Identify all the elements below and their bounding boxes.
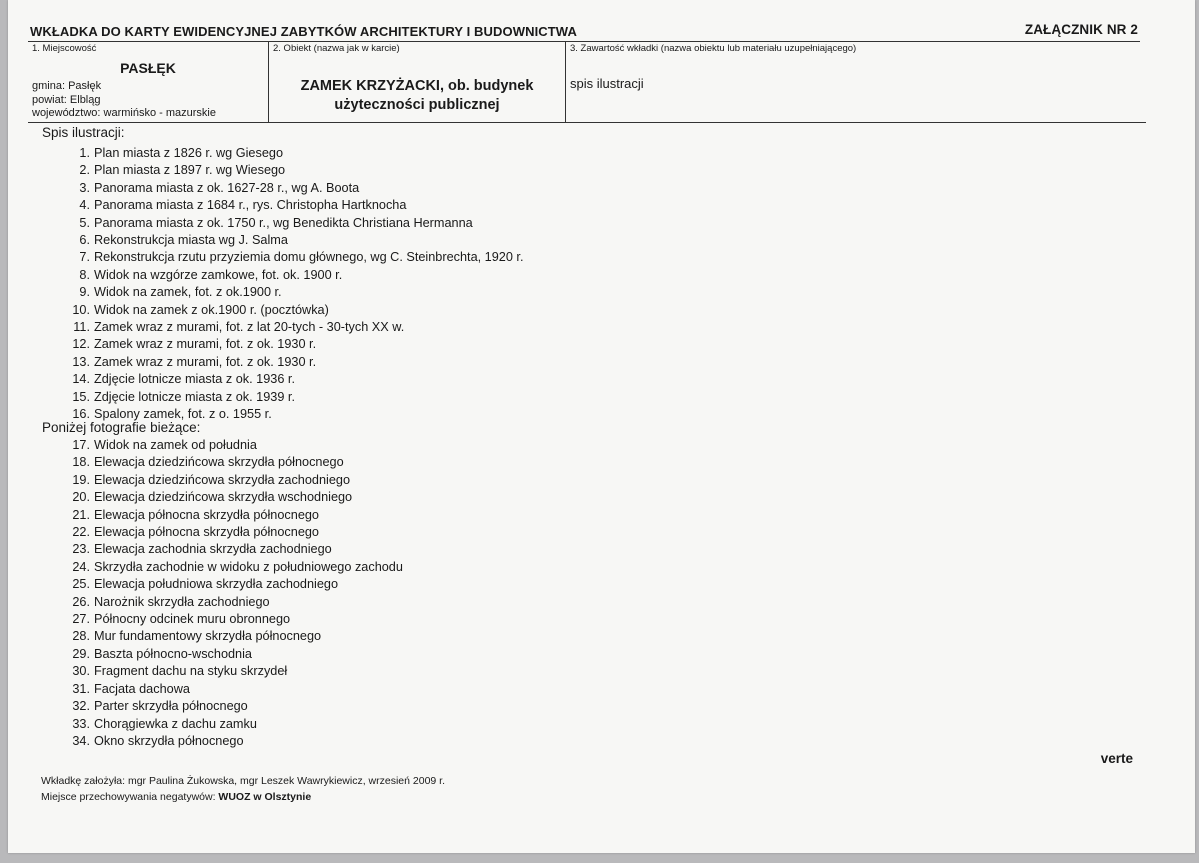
list-item: [54, 145, 523, 162]
item-text: Widok na zamek od południa: [94, 438, 257, 452]
item-number: 34.: [72, 733, 90, 748]
list-item: [54, 698, 403, 715]
item-text: Północny odcinek muru obronnego: [94, 612, 291, 627]
list-item: [54, 733, 403, 750]
admin-units: [32, 80, 216, 121]
item-number: 27.: [72, 612, 90, 627]
item-number: 28.: [72, 629, 90, 644]
item-text: Rekonstrukcja rzutu przyziemia domu głównego, wg C. Steinbrechta, 1920 r.: [94, 250, 524, 265]
list-item: [54, 437, 403, 454]
wojewodztwo: województwo: warmińsko - mazurskie: [32, 107, 216, 119]
item-text: Plan miasta z 1897 r. wg Wiesego: [94, 163, 286, 178]
item-number: 9.: [79, 285, 90, 300]
item-text: Panorama miasta z ok. 1750 r., wg Benedikta Christiana Hermanna: [94, 215, 473, 230]
item-text: Fragment dachu na styku skrzydeł: [94, 664, 288, 679]
item-number: 8.: [79, 267, 90, 282]
item-text: Elewacja dziedzińcowa skrzydła wschodniego: [94, 490, 353, 505]
item-number: 2.: [79, 163, 90, 178]
list-item: [54, 302, 523, 319]
list-item: [54, 354, 523, 371]
item-number: 18.: [72, 455, 90, 470]
item-number: 11.: [73, 320, 90, 335]
form-title: WKŁADKA DO KARTY EWIDENCYJNEJ ZABYTKÓW ARCHITEKTURY I BUDOWNICTWA: [30, 24, 577, 39]
item-number: 24.: [72, 559, 90, 574]
list-item: [54, 576, 403, 593]
item-number: 5.: [79, 215, 90, 230]
locality-caption: 1. Miejscowość: [32, 43, 97, 54]
gmina: gmina: Pasłęk: [32, 80, 102, 92]
item-number: 23.: [72, 542, 90, 557]
list-item: [54, 628, 403, 645]
item-number: 31.: [72, 681, 90, 696]
item-number: 16.: [72, 407, 90, 422]
item-text: Elewacja dziedzińcowa skrzydła północnego: [94, 455, 344, 470]
item-number: 15.: [72, 389, 90, 404]
list-item: [54, 267, 523, 284]
item-number: 7.: [79, 250, 90, 265]
list-item: [54, 681, 403, 698]
item-number: 26.: [72, 594, 90, 609]
object-box: [269, 42, 566, 122]
illustration-list: [54, 145, 523, 424]
item-text: Plan miasta z 1826 r. wg Giesego: [94, 146, 284, 160]
list-item: [54, 249, 523, 266]
item-number: 10.: [72, 302, 90, 317]
item-number: 25.: [72, 577, 90, 592]
item-number: 33.: [72, 716, 90, 731]
list-item: [54, 489, 403, 506]
item-text: Spalony zamek, fot. z o. 1955 r.: [94, 407, 272, 422]
item-text: Elewacja północna skrzydła północnego: [94, 507, 319, 522]
item-number: 4.: [79, 198, 90, 213]
item-number: 13.: [72, 354, 90, 369]
header-boxes: [28, 42, 1146, 123]
photo-list: [54, 437, 403, 750]
item-number: 32.: [72, 699, 90, 714]
item-text: Widok na zamek, fot. z ok.1900 r.: [94, 285, 282, 300]
object-caption: 2. Obiekt (nazwa jak w karcie): [273, 43, 400, 54]
list-item: [54, 541, 403, 558]
content-caption: 3. Zawartość wkładki (nazwa obiektu lub materiału uzupełniającego): [570, 43, 857, 54]
item-text: Elewacja zachodnia skrzydła zachodniego: [94, 542, 332, 557]
list-item: [54, 215, 523, 232]
content-value: spis ilustracji: [570, 76, 644, 91]
item-text: Zamek wraz z murami, fot. z ok. 1930 r.: [94, 337, 317, 352]
item-text: Skrzydła zachodnie w widoku z południowego zachodu: [94, 559, 403, 574]
powiat: powiat: Elbląg: [32, 93, 101, 106]
item-text: Mur fundamentowy skrzydła północnego: [94, 629, 322, 644]
annex-number: ZAŁĄCZNIK NR 2: [1024, 22, 1138, 37]
list-item: [54, 389, 523, 406]
content-box: [566, 42, 1146, 122]
verte-label: verte: [1100, 751, 1133, 766]
item-text: Parter skrzydła północnego: [94, 699, 248, 714]
list-item: [54, 162, 523, 179]
item-text: Zdjęcie lotnicze miasta z ok. 1936 r.: [94, 372, 295, 387]
item-text: Narożnik skrzydła zachodniego: [94, 594, 270, 609]
current-photos-heading: Poniżej fotografie bieżące:: [42, 420, 201, 435]
document-sheet: [8, 0, 1195, 853]
item-text: Zamek wraz z murami, fot. z lat 20-tych - 30-tych XX w.: [94, 320, 405, 335]
item-number: 6.: [79, 233, 90, 248]
list-item: [54, 319, 523, 336]
item-text: Widok na zamek z ok.1900 r. (pocztówka): [94, 302, 329, 317]
item-number: 14.: [72, 372, 90, 387]
item-text: Okno skrzydła północnego: [94, 733, 244, 748]
item-text: Panorama miasta z ok. 1627-28 r., wg A. Boota: [94, 180, 360, 195]
list-item: [54, 507, 403, 524]
item-text: Zamek wraz z murami, fot. z ok. 1930 r.: [94, 354, 317, 369]
item-number: 30.: [72, 664, 90, 679]
object-name-line1: ZAMEK KRZYŻACKI, ob. budynek: [300, 78, 534, 94]
list-item: [54, 611, 403, 628]
list-item: [54, 197, 523, 214]
item-text: Zdjęcie lotnicze miasta z ok. 1939 r.: [94, 389, 295, 404]
item-text: Panorama miasta z 1684 r., rys. Christopha Hartknocha: [94, 198, 407, 213]
list-item: [54, 524, 403, 541]
list-item: [54, 716, 403, 733]
list-item: [54, 336, 523, 353]
item-number: 17.: [72, 438, 90, 452]
locality-box: [28, 42, 269, 122]
footer-author: Wkładkę założyła: mgr Paulina Żukowska, mgr Leszek Wawrykiewicz, wrzesień 2009 r.: [41, 775, 445, 787]
list-item: [54, 594, 403, 611]
item-number: 20.: [72, 490, 90, 505]
item-text: Rekonstrukcja miasta wg J. Salma: [94, 233, 288, 248]
storage-label: Miejsce przechowywania negatywów:: [41, 791, 219, 803]
item-text: Facjata dachowa: [94, 681, 190, 696]
item-text: Elewacja południowa skrzydła zachodniego: [94, 577, 339, 592]
item-text: Elewacja dziedzińcowa skrzydła zachodniego: [94, 472, 351, 487]
form-header: [28, 22, 1140, 42]
item-text: Elewacja północna skrzydła północnego: [94, 525, 319, 540]
item-number: 19.: [72, 472, 90, 487]
list-item: [54, 559, 403, 576]
item-number: 29.: [72, 646, 90, 661]
storage-value: WUOZ w Olsztynie: [218, 791, 312, 803]
footer-storage: [41, 791, 311, 803]
list-heading: Spis ilustracji:: [42, 125, 125, 140]
item-number: 1.: [79, 146, 90, 160]
item-number: 12.: [72, 337, 90, 352]
list-item: [54, 180, 523, 197]
list-item: [54, 454, 403, 471]
item-number: 3.: [79, 180, 90, 195]
locality-name: PASŁĘK: [120, 60, 176, 76]
item-text: Widok na wzgórze zamkowe, fot. ok. 1900 r.: [94, 267, 343, 282]
list-item: [54, 663, 403, 680]
list-item: [54, 371, 523, 388]
item-text: Baszta północno-wschodnia: [94, 646, 252, 661]
list-item: [54, 646, 403, 663]
item-text: Chorągiewka z dachu zamku: [94, 716, 257, 731]
item-number: 22.: [72, 525, 90, 540]
object-name: [269, 77, 565, 115]
list-item: [54, 472, 403, 489]
item-number: 21.: [72, 507, 90, 522]
object-name-line2: użyteczności publicznej: [334, 97, 500, 113]
list-item: [54, 232, 523, 249]
list-item: [54, 284, 523, 301]
